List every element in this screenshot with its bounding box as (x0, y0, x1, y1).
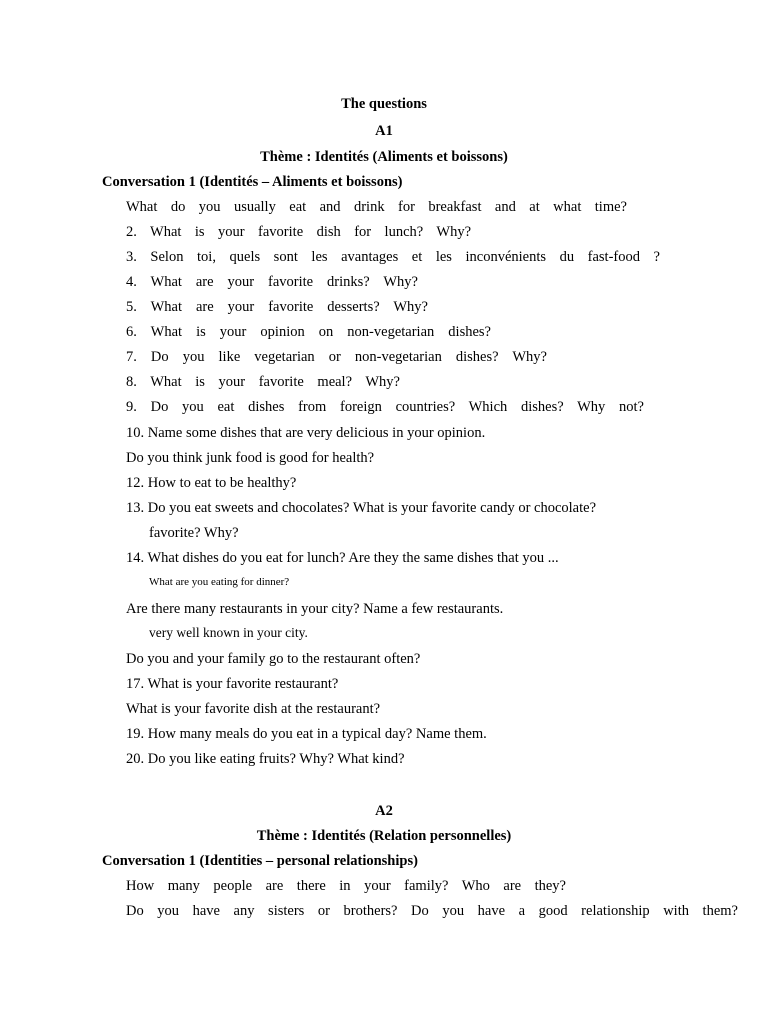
question-line: 4. What are your favorite drinks? Why? (126, 274, 418, 290)
question-line: Do you have any sisters or brothers? Do you have a good relationship with them? (126, 903, 738, 919)
question-line: Do you think junk food is good for health? (126, 450, 375, 466)
question-line: 5. What are your favorite desserts? Why? (126, 299, 428, 315)
question-line: very well known in your city. (149, 625, 308, 640)
question-line: 10. Name some dishes that are very delicious in your opinion. (126, 425, 486, 441)
question-line: 14. What dishes do you eat for lunch? Are they the same dishes that you ... (126, 550, 559, 566)
question-line: 19. How many meals do you eat in a typical day? Name them. (126, 726, 487, 742)
question-line: 12. How to eat to be healthy? (126, 475, 297, 491)
question-line: 9. Do you eat dishes from foreign countries? Which dishes? Why not? (126, 399, 644, 415)
question-line: Are there many restaurants in your city? Name a few restaurants. (126, 601, 504, 617)
question-line: 3. Selon toi, quels sont les avantages et les inconvénients du fast-food ? (126, 249, 660, 265)
question-line: How many people are there in your family? Who are they? (126, 878, 566, 894)
question-line: Do you and your family go to the restaurant often? (126, 651, 421, 667)
question-line: 20. Do you like eating fruits? Why? What kind? (126, 751, 405, 767)
question-line: What do you usually eat and drink for breakfast and at what time? (126, 199, 627, 215)
question-line: 17. What is your favorite restaurant? (126, 676, 339, 692)
question-line: 13. Do you eat sweets and chocolates? What is your favorite candy or chocolate? (126, 500, 597, 516)
level-heading-a1: A1 (375, 123, 393, 139)
theme-heading-a2: Thème : Identités (Relation personnelles) (256, 828, 512, 844)
question-line: What is your favorite dish at the restaurant? (126, 701, 381, 717)
document-title: The questions (341, 96, 427, 112)
question-line: 7. Do you like vegetarian or non-vegetarian dishes? Why? (126, 349, 547, 365)
theme-heading-a1: Thème : Identités (Aliments et boissons) (260, 149, 508, 165)
question-line: 2. What is your favorite dish for lunch? Why? (126, 224, 471, 240)
question-line: What are you eating for dinner? (149, 576, 290, 588)
level-heading-a2: A2 (375, 803, 393, 819)
conversation-heading-a2: Conversation 1 (Identities – personal relationships) (102, 853, 418, 869)
question-line: 8. What is your favorite meal? Why? (126, 374, 400, 390)
question-line: favorite? Why? (149, 525, 239, 541)
conversation-heading-a1: Conversation 1 (Identités – Aliments et boissons) (102, 174, 403, 190)
question-line: 6. What is your opinion on non-vegetarian dishes? (126, 324, 491, 340)
